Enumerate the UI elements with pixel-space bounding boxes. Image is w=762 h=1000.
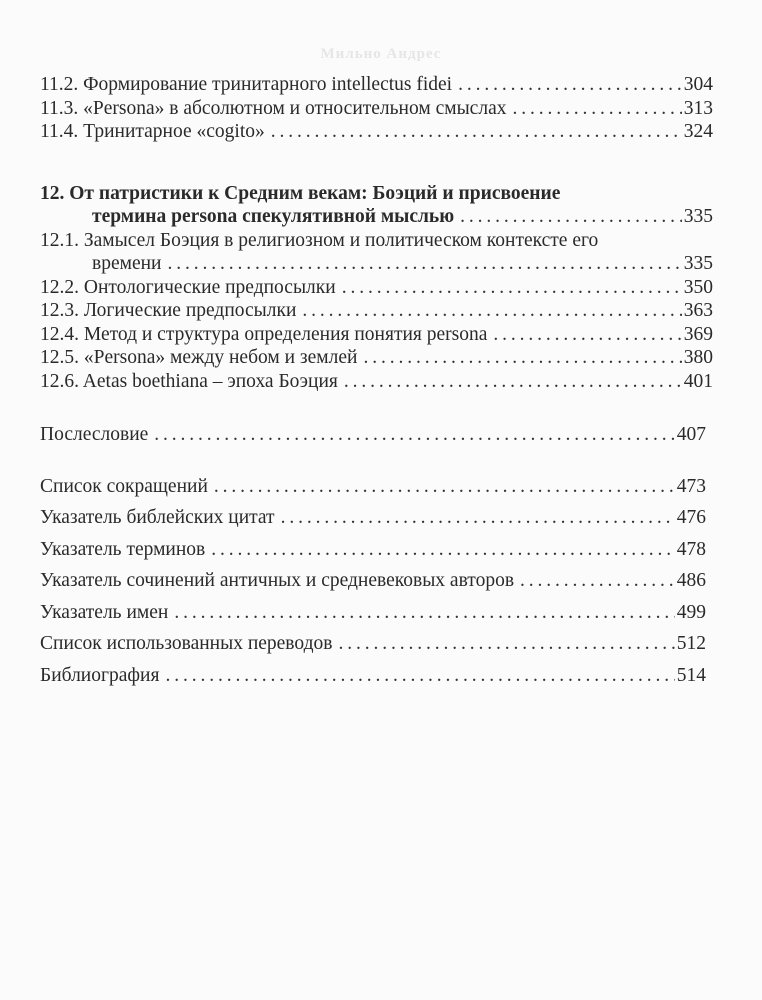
- toc-entry-11-4[interactable]: [40, 120, 713, 144]
- toc-entry-12-1[interactable]: 12.1. Замысел Боэция в религиозном и политическом контексте его времени . . . 335: [40, 229, 713, 276]
- leader-dots: [154, 419, 674, 451]
- toc-entry-title: 12.3. Логические предпосылки: [40, 300, 297, 321]
- leader-dots: [512, 97, 681, 121]
- show-through-text: [60, 705, 720, 729]
- toc-entry-bibliography[interactable]: [40, 660, 706, 692]
- toc-entry-title: Указатель сочинений античных и средневековых авторов: [40, 570, 515, 591]
- toc-entry-title: 11.4. Тринитарное «cogito»: [40, 121, 265, 142]
- toc-entry-afterword[interactable]: [40, 419, 706, 451]
- leader-dots: [211, 534, 674, 566]
- toc-page-number: 499: [676, 601, 706, 623]
- leader-dots: [302, 299, 681, 323]
- toc-entry-abbreviations[interactable]: [40, 471, 706, 503]
- toc-page-number: 369: [683, 323, 713, 345]
- leader-dots: [363, 346, 681, 370]
- toc-entry-12-5[interactable]: [40, 346, 713, 370]
- leader-dots: [344, 370, 682, 394]
- toc-entry-12-4[interactable]: [40, 323, 713, 347]
- toc-entry-title: Библиография: [40, 664, 160, 686]
- toc-page-number: 512: [676, 633, 706, 654]
- leader-dots: [165, 660, 674, 692]
- toc-page-number: 407: [676, 424, 706, 445]
- chapter-title-line2: термина persona спекулятивной мыслью . . . 335: [40, 205, 713, 229]
- toc-entry-title: Список сокращений: [40, 475, 208, 497]
- leader-dots: [520, 565, 675, 597]
- toc-page-number: 313: [683, 97, 713, 119]
- toc-entry-title: 12.4. Метод и структура определения понятия persona: [40, 323, 488, 345]
- toc-page-number: 486: [676, 570, 706, 591]
- toc-entry-title: Указатель библейских цитат: [40, 507, 275, 528]
- leader-dots: [174, 597, 674, 629]
- chapter-title-line1: 12. От патристики к Средним векам: Боэций и присвоение: [40, 182, 561, 204]
- toc-entry-12-6[interactable]: [40, 370, 713, 394]
- toc-page-number: 324: [683, 121, 713, 142]
- leader-dots: [167, 252, 681, 276]
- toc-entry-title: 12.5. «Persona» между небом и землей: [40, 347, 358, 368]
- toc-page-number: 335: [683, 253, 713, 274]
- toc-entry-title: 11.3. «Persona» в абсолютном и относительном смыслах: [40, 97, 507, 119]
- toc-chapter-12[interactable]: [40, 182, 713, 229]
- toc-page-number: 514: [676, 664, 706, 686]
- leader-dots: [271, 120, 682, 144]
- toc-entry-title: Указатель терминов: [40, 538, 206, 560]
- toc-page-number: 363: [683, 300, 713, 321]
- toc-entry-12-3[interactable]: [40, 299, 713, 323]
- leader-dots: [214, 471, 675, 503]
- toc-entry-bible-index[interactable]: [40, 502, 706, 534]
- leader-dots: [458, 73, 682, 97]
- leader-dots: [493, 323, 681, 347]
- leader-dots: [460, 205, 682, 229]
- toc-entry-title: Послесловие: [40, 424, 149, 445]
- table-of-contents: [40, 73, 713, 691]
- toc-page-number: 350: [683, 276, 713, 298]
- toc-entry-title: 11.2. Формирование тринитарного intellectus fidei: [40, 74, 453, 95]
- toc-entry-title: Список использованных переводов: [40, 633, 333, 654]
- toc-entry-names-index[interactable]: [40, 597, 706, 629]
- leader-dots: [338, 628, 674, 660]
- leader-dots: [342, 276, 682, 300]
- toc-entry-title: 12.6. Aetas boethiana – эпоха Боэция: [40, 370, 338, 392]
- toc-entry-11-2[interactable]: [40, 73, 713, 97]
- show-through-header: Мильно Андрес: [320, 46, 442, 62]
- toc-page-number: 380: [683, 347, 713, 368]
- toc-page-number: 478: [676, 538, 706, 560]
- toc-entry-title: Указатель имен: [40, 601, 169, 623]
- toc-page-number: 473: [676, 475, 706, 497]
- leader-dots: [281, 502, 675, 534]
- toc-entry-12-2[interactable]: [40, 276, 713, 300]
- toc-entry-title: 12.1. Замысел Боэция в религиозном и политическом контексте его: [40, 229, 599, 251]
- toc-page-number: 335: [683, 206, 713, 227]
- toc-entry-translations[interactable]: [40, 628, 706, 660]
- toc-entry-terms-index[interactable]: [40, 534, 706, 566]
- toc-entry-works-index[interactable]: [40, 565, 706, 597]
- toc-entry-title: 12.2. Онтологические предпосылки: [40, 276, 336, 298]
- toc-page-number: 476: [676, 507, 706, 528]
- toc-page-number: 304: [683, 74, 713, 95]
- toc-entry-11-3[interactable]: [40, 97, 713, 121]
- toc-page-number: 401: [683, 370, 713, 392]
